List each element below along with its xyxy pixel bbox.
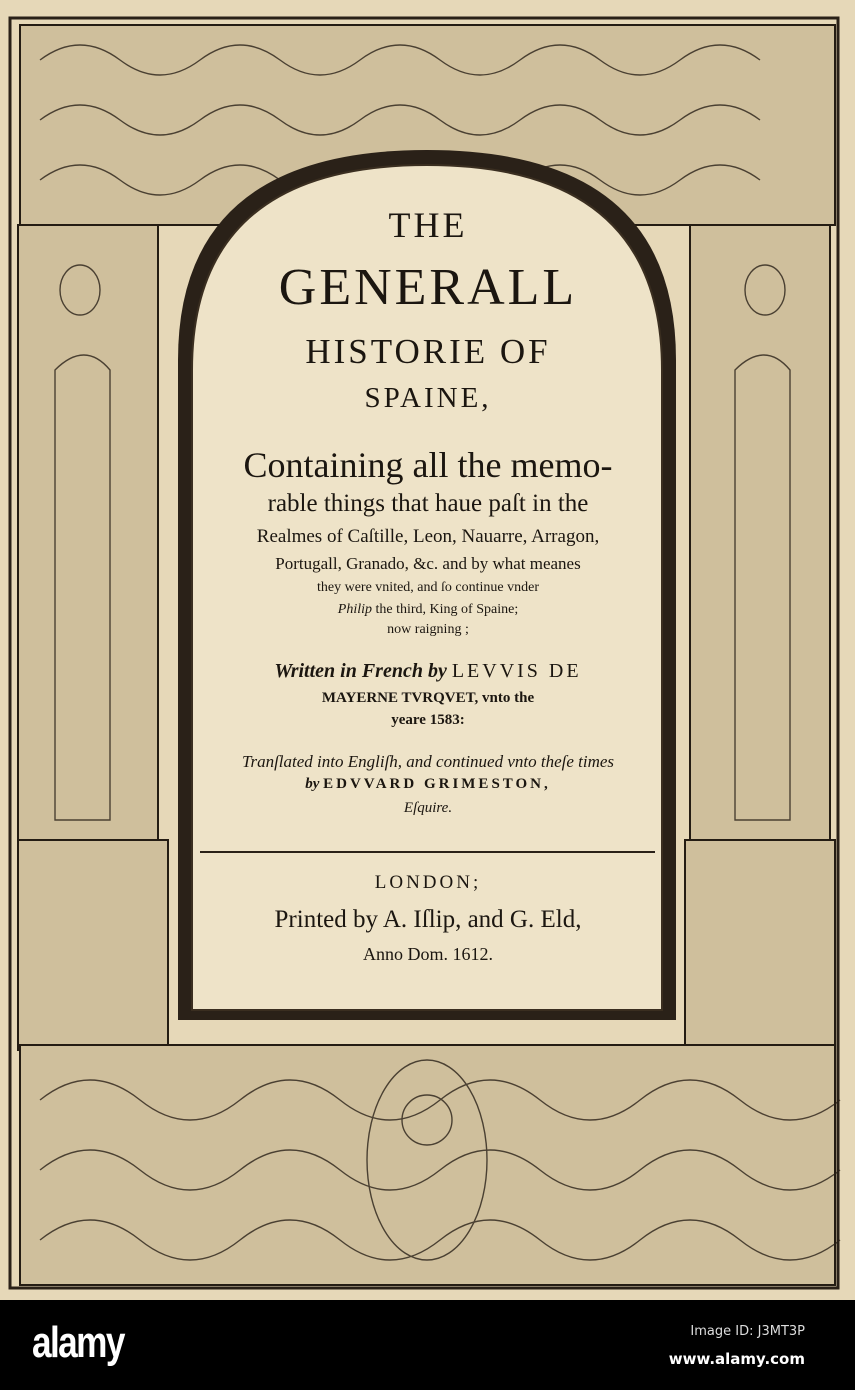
desc-line: Containing all the memo-	[243, 445, 613, 485]
alamy-logo: alamy	[32, 1318, 124, 1367]
left-pillar	[18, 225, 158, 845]
written-italic: Written in French by	[274, 660, 452, 682]
image-id: Image ID: J3MT3P	[690, 1324, 805, 1339]
imprint-place: LONDON;	[374, 872, 482, 893]
translated-line: Tranſlated into Engliſh, and continued vnto theſe times	[241, 752, 615, 771]
written-line	[196, 660, 660, 683]
watermark-bar	[0, 1300, 855, 1390]
philip-rest: the third, King of Spaine;	[372, 602, 519, 617]
right-base	[685, 840, 835, 1050]
left-base	[18, 840, 168, 1050]
watermark-url: www.alamy.com	[668, 1350, 805, 1368]
translator: EDVVARD GRIMESTON,	[323, 776, 551, 792]
desc-raigning: now raigning ;	[387, 622, 469, 637]
right-pillar	[690, 225, 830, 845]
year-line: yeare 1583:	[391, 712, 465, 728]
title-historie: HISTORIE OF	[305, 332, 551, 371]
desc-line: rable things that haue paſt in the	[267, 490, 589, 517]
title-spaine: SPAINE,	[364, 382, 492, 414]
desc-philip	[196, 602, 660, 618]
title-generall: GENERALL	[278, 259, 578, 316]
philip-italic: Philip	[337, 602, 373, 617]
title-text	[196, 160, 660, 1010]
esquire-line: Eſquire.	[403, 800, 453, 816]
author-first: LEVVIS DE	[451, 660, 582, 682]
author-line: MAYERNE TVRQVET, vnto the	[321, 690, 535, 706]
imprint-date: Anno Dom. 1612.	[363, 944, 493, 964]
title-the: THE	[388, 205, 468, 245]
desc-line: Portugall, Granado, &c. and by what meanes	[275, 554, 581, 573]
by-italic: by	[305, 776, 324, 792]
translator-line	[196, 776, 660, 793]
imprint-printers: Printed by A. Iſlip, and G. Eld,	[274, 906, 582, 933]
desc-line: they were vnited, and ſo continue vnder	[317, 580, 539, 595]
desc-line: Realmes of Caſtille, Leon, Nauarre, Arragon,	[256, 526, 600, 547]
